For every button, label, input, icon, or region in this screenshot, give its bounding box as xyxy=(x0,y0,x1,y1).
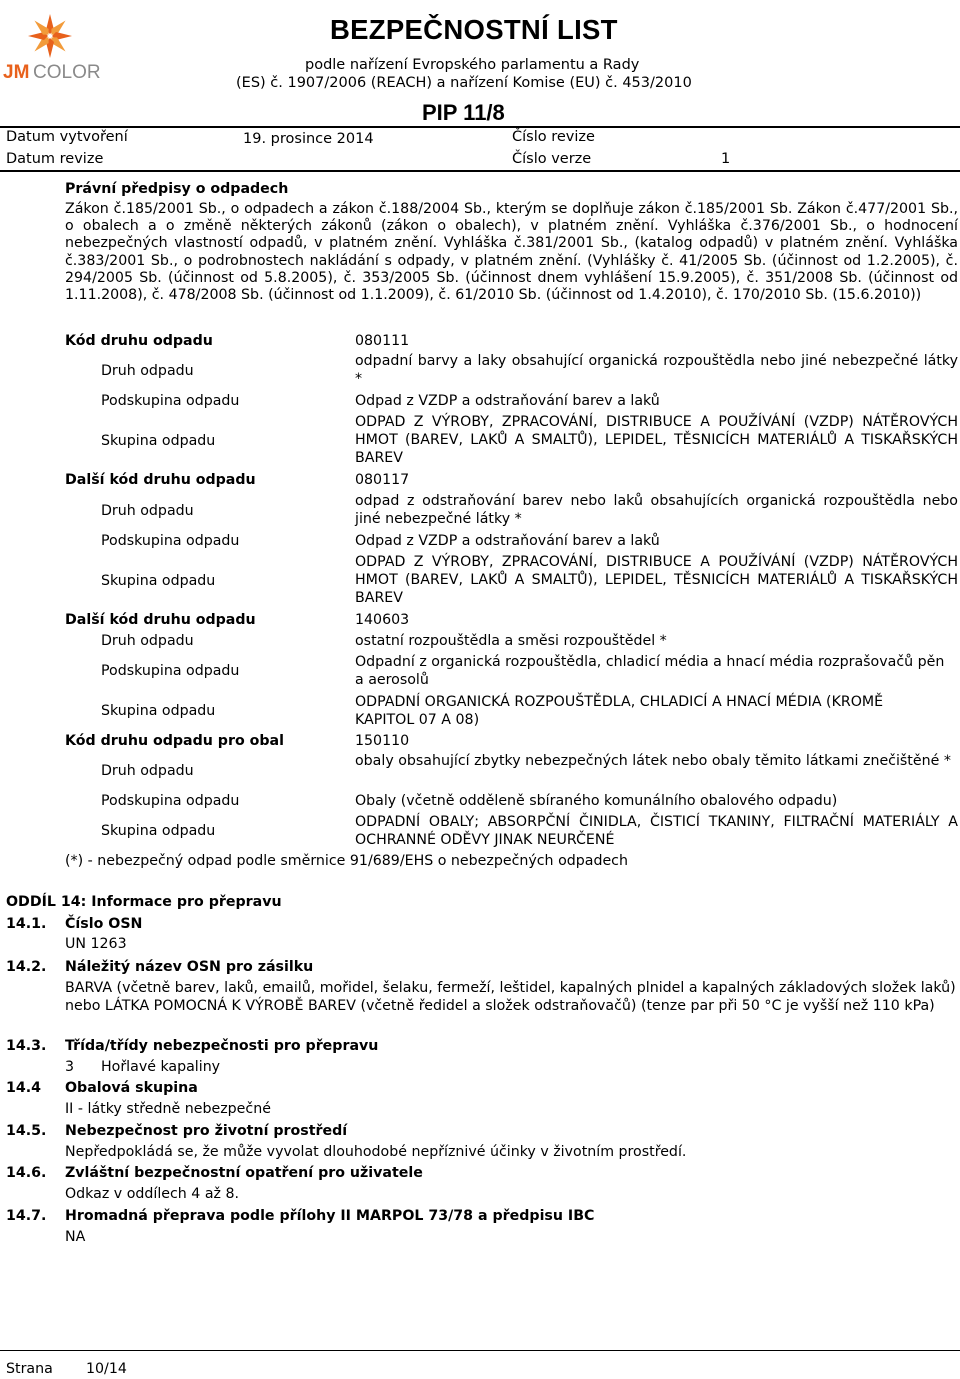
waste-group-label: Skupina odpadu xyxy=(101,703,216,719)
item-title: Zvláštní bezpečnostní opatření pro uživatele xyxy=(65,1165,423,1181)
waste-group-value: ODPADNÍ OBALY; ABSORPČNÍ ČINIDLA, ČISTICÍ TKANINY, FILTRAČNÍ MATERIÁLY A OCHRANNÉ ODĚVY JINAK NEURČENÉ xyxy=(355,814,958,848)
page-number: 10/14 xyxy=(86,1361,127,1377)
waste-subgroup-value: Odpadní z organická rozpouštědla, chladicí média a hnací média rozprašovačů pěn a aerosolů xyxy=(355,654,945,688)
waste-subgroup-label: Podskupina odpadu xyxy=(101,533,240,549)
created-value: 19. prosince 2014 xyxy=(243,131,374,147)
document-title: BEZPEČNOSTNÍ LIST xyxy=(330,14,618,45)
waste-subgroup-label: Podskupina odpadu xyxy=(101,663,240,679)
item-number: 14.2. xyxy=(6,959,47,975)
waste-law-text: Zákon č.185/2001 Sb., o odpadech a zákon č.188/2004 Sb., kterým se doplňuje zákon č.185/2001 Sb. Zákon č.477/2001 Sb., o obalech a o změně některých zákonů (zákon o obalech), v platném znění. Vyhláška č.376/2001 Sb., o hodnocení nebezpečných vlastností odpadů, v platném znění. Vyhláška č.381/2001 Sb., (katalog odpadů) v platném znění. Vyhláška č.383/2001 Sb., o podrobnostech nakládání s odpady, v platném znění. (Vyhlášky č. 41/2005 Sb. (účinnost od 1.2.2005), č. 294/2005 Sb. (účinnost od 5.8.2005), č. 353/2005 Sb. (účinnost dnem vyhlášení 15.9.2005), č. 351/2008 Sb. (účinnost od 1.11.2008), č. 478/2008 Sb. (účinnost od 1.1.2009), č. 61/2010 Sb. (účinnost od 1.4.2010), č. 170/2010 Sb. (15.6.2010)) xyxy=(65,201,958,304)
item-title: Číslo OSN xyxy=(65,916,143,932)
waste-type-label: Druh odpadu xyxy=(101,503,194,519)
shipping-name-value: BARVA (včetně barev, laků, emailů, mořidel, šelaku, fermeží, leštidel, kapalných plnidel a kapalných základových složek laků) nebo LÁTKA POMOCNÁ K VÝROBĚ BAREV (včetně ředidel a složek odstraňovačů) (tenze par při 50 °C je vyšší než 110 kPa) xyxy=(65,980,956,1015)
item-title: Nebezpečnost pro životní prostředí xyxy=(65,1123,348,1139)
waste-law-heading: Právní předpisy o odpadech xyxy=(65,181,289,197)
waste-type-label: Druh odpadu xyxy=(101,763,194,779)
item-number: 14.4 xyxy=(6,1080,42,1096)
item-number: 14.6. xyxy=(6,1165,47,1181)
footer-rule xyxy=(0,1350,960,1351)
regulation-line-1: podle nařízení Evropského parlamentu a Rady xyxy=(305,57,640,73)
item-number: 14.1. xyxy=(6,916,47,932)
waste-subgroup-label: Podskupina odpadu xyxy=(101,793,240,809)
revision-number-label: Číslo revize xyxy=(512,129,595,145)
item-number: 14.3. xyxy=(6,1038,47,1054)
waste-code-value: 150110 xyxy=(355,733,410,749)
waste-subgroup-value: Odpad z VZDP a odstraňování barev a laků xyxy=(355,393,660,409)
waste-subgroup-value: Obaly (včetně odděleně sbíraného komunálního obalového odpadu) xyxy=(355,793,838,809)
item-number: 14.7. xyxy=(6,1208,47,1224)
item-title: Hromadná přeprava podle přílohy II MARPOL 73/78 a předpisu IBC xyxy=(65,1208,595,1224)
bulk-transport-value: NA xyxy=(65,1229,86,1245)
item-number: 14.5. xyxy=(6,1123,47,1139)
waste-group-label: Skupina odpadu xyxy=(101,433,216,449)
waste-code-key: Další kód druhu odpadu xyxy=(65,472,256,488)
waste-code-value: 080111 xyxy=(355,333,410,349)
hazard-class-value: Hořlavé kapaliny xyxy=(101,1059,221,1075)
version-value: 1 xyxy=(721,151,731,167)
waste-code-value: 080117 xyxy=(355,472,410,488)
regulation-line-2: (ES) č. 1907/2006 (REACH) a nařízení Komise (EU) č. 453/2010 xyxy=(236,75,692,91)
created-label: Datum vytvoření xyxy=(6,129,128,145)
waste-type-value: odpadní barvy a laky obsahující organická rozpouštědla nebo jiné nebezpečné látky * xyxy=(355,353,958,387)
product-name: PIP 11/8 xyxy=(422,100,505,125)
svg-text:COLOR: COLOR xyxy=(33,62,100,83)
item-title: Třída/třídy nebezpečnosti pro přepravu xyxy=(65,1038,379,1054)
header-rule-bottom xyxy=(0,170,960,172)
waste-type-value: ostatní rozpouštědla a směsi rozpouštědel * xyxy=(355,633,667,649)
waste-code-key: Kód druhu odpadu xyxy=(65,333,213,349)
waste-subgroup-value: Odpad z VZDP a odstraňování barev a laků xyxy=(355,533,660,549)
un-number-value: UN 1263 xyxy=(65,936,127,952)
waste-type-value: obaly obsahující zbytky nebezpečných látek nebo obaly těmito látkami znečištěné * xyxy=(355,753,951,769)
waste-group-label: Skupina odpadu xyxy=(101,823,216,839)
waste-type-label: Druh odpadu xyxy=(101,363,194,379)
header-rule-top xyxy=(0,126,960,128)
waste-group-value: ODPADNÍ ORGANICKÁ ROZPOUŠTĚDLA, CHLADICÍ A HNACÍ MÉDIA (KROMĚ KAPITOL 07 A 08) xyxy=(355,694,884,728)
jmcolor-logo-icon xyxy=(0,8,100,84)
item-title: Obalová skupina xyxy=(65,1080,198,1096)
section-14-title: ODDÍL 14: Informace pro přepravu xyxy=(6,894,282,910)
waste-type-label: Druh odpadu xyxy=(101,633,194,649)
revision-date-label: Datum revize xyxy=(6,151,104,167)
waste-group-label: Skupina odpadu xyxy=(101,573,216,589)
item-title: Náležitý název OSN pro zásilku xyxy=(65,959,314,975)
jmcolor-logo xyxy=(0,8,100,84)
page-label: Strana xyxy=(6,1361,53,1377)
hazard-class-number: 3 xyxy=(65,1059,75,1075)
hazardous-footnote: (*) - nebezpečný odpad podle směrnice 91/689/EHS o nebezpečných odpadech xyxy=(65,853,628,869)
waste-subgroup-label: Podskupina odpadu xyxy=(101,393,240,409)
waste-type-value: odpad z odstraňování barev nebo laků obsahujících organická rozpouštědla nebo jiné nebezpečné látky * xyxy=(355,493,958,527)
waste-code-value: 140603 xyxy=(355,612,410,628)
svg-text:JM: JM xyxy=(3,62,30,83)
waste-group-value: ODPAD Z VÝROBY, ZPRACOVÁNÍ, DISTRIBUCE A POUŽÍVÁNÍ (VZDP) NÁTĚROVÝCH HMOT (BAREV, LAKŮ A SMALTŮ), LEPIDEL, TĚSNICÍCH MATERIÁLŮ A TISKAŘSKÝCH BAREV xyxy=(355,554,958,606)
waste-code-key: Kód druhu odpadu pro obal xyxy=(65,733,284,749)
version-label: Číslo verze xyxy=(512,151,592,167)
waste-group-value: ODPAD Z VÝROBY, ZPRACOVÁNÍ, DISTRIBUCE A POUŽÍVÁNÍ (VZDP) NÁTĚROVÝCH HMOT (BAREV, LAKŮ A SMALTŮ), LEPIDEL, TĚSNICÍCH MATERIÁLŮ A TISKAŘSKÝCH BAREV xyxy=(355,414,958,466)
environment-hazard-value: Nepředpokládá se, že může vyvolat dlouhodobé nepříznivé účinky v životním prostředí. xyxy=(65,1144,687,1160)
packing-group-value: II - látky středně nebezpečné xyxy=(65,1101,271,1117)
user-precautions-value: Odkaz v oddílech 4 až 8. xyxy=(65,1186,240,1202)
waste-code-key: Další kód druhu odpadu xyxy=(65,612,256,628)
